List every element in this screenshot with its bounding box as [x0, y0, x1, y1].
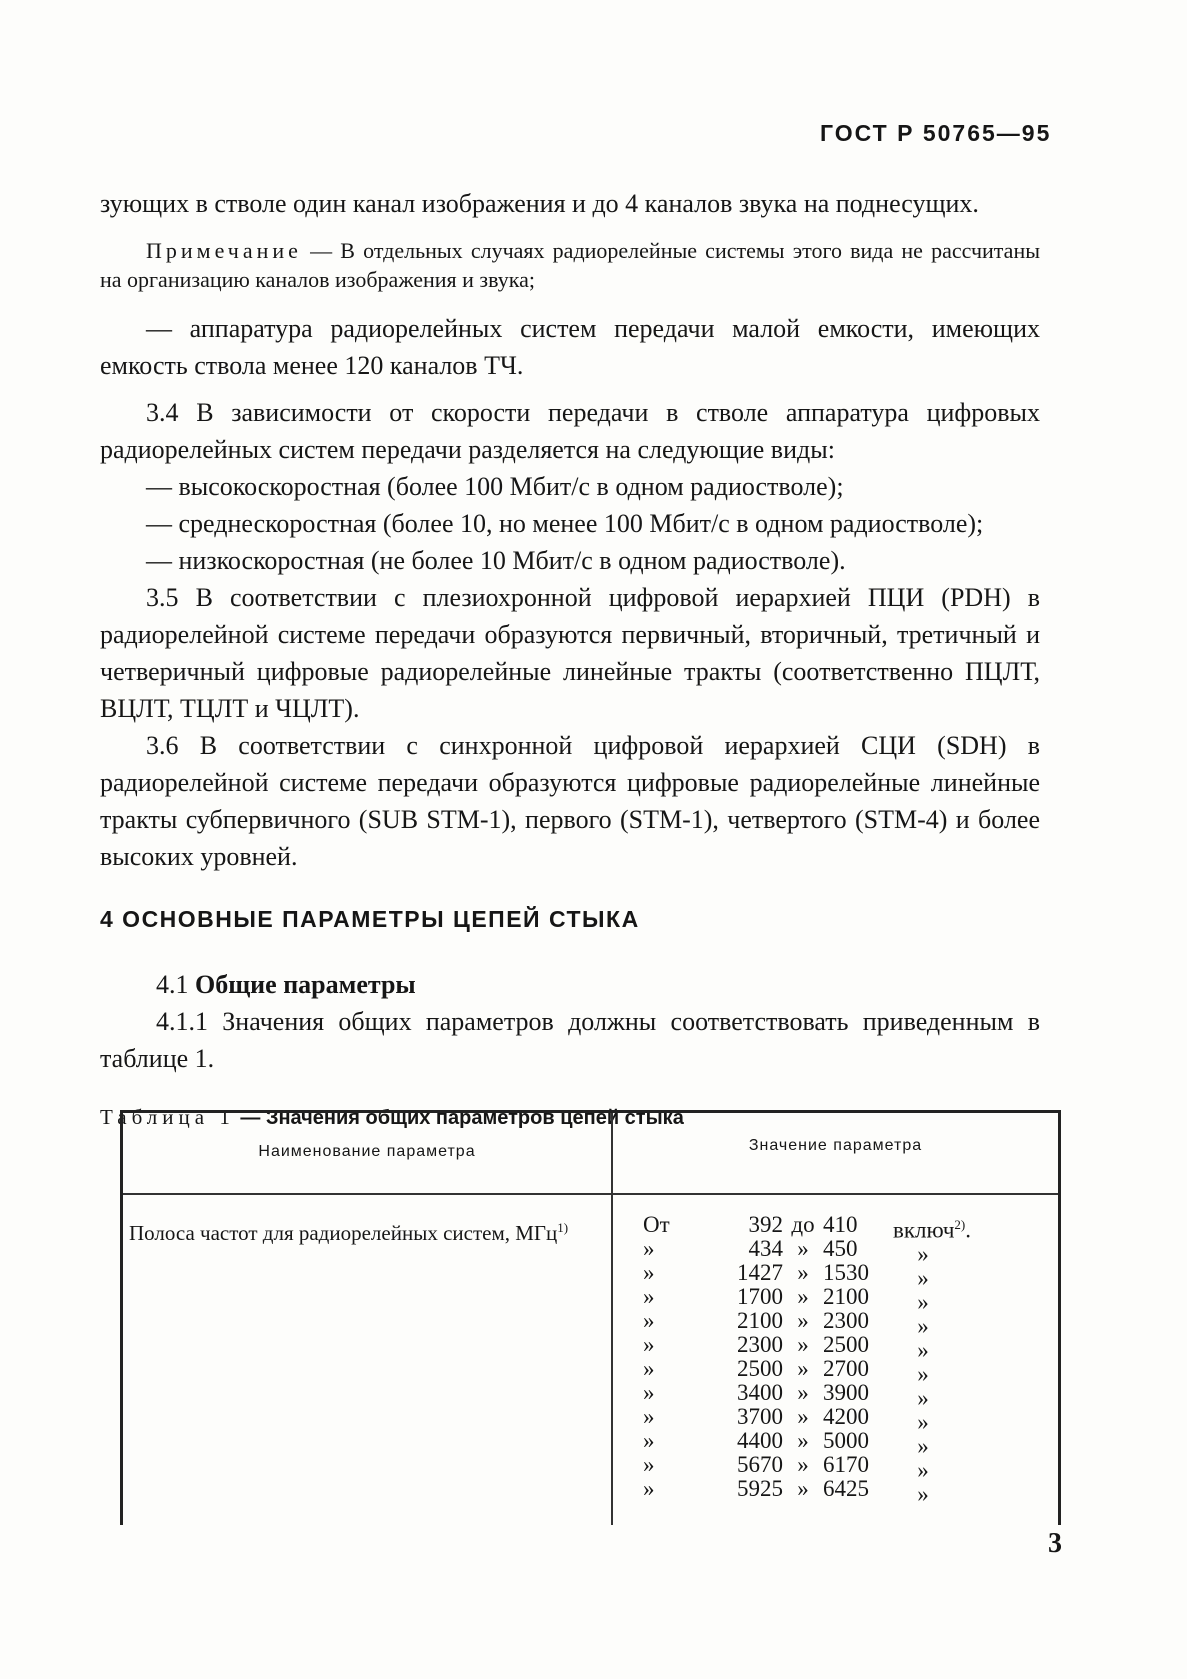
range-separator: » [797, 1284, 809, 1309]
range-suffix [893, 1285, 953, 1315]
range-from: 3700 [737, 1404, 783, 1429]
range-suffix [893, 1405, 953, 1435]
table-caption-title: — Значения общих параметров цепей стыка [234, 1107, 684, 1129]
table-header-value: Значение параметра [748, 1137, 923, 1154]
standard-header: ГОСТ Р 50765—95 [820, 120, 1052, 146]
table-header-name: Наименование параметра [258, 1143, 476, 1160]
range-suffix-text: » [917, 1289, 929, 1315]
subsection-title: Общие параметры [195, 970, 416, 999]
range-prefix: » [643, 1308, 655, 1333]
list-item-medium-speed: — среднескоростная (более 10, но менее 100 Мбит/с в одном радиостволе); [146, 509, 984, 538]
range-separator: » [797, 1380, 809, 1405]
range-prefix: » [643, 1452, 655, 1477]
range-suffix-text: включ [893, 1217, 955, 1243]
range-suffix-text: » [917, 1337, 929, 1363]
range-prefix: » [643, 1236, 655, 1261]
note-text: — В отдельных случаях радиорелейные системы этого вида не рассчитаны на организацию каналов изображения и звука; [100, 238, 1040, 292]
range-to: 6170 [823, 1452, 869, 1477]
range-suffix-text: » [917, 1481, 929, 1507]
frequency-range-row [643, 1428, 953, 1459]
frequency-range-row [643, 1308, 953, 1339]
frequency-range-row [643, 1476, 953, 1507]
range-suffix [893, 1381, 953, 1411]
frequency-range-row [643, 1404, 953, 1435]
range-separator: » [797, 1452, 809, 1477]
page-number: 3 [1048, 1528, 1062, 1559]
table-caption-label: Таблица 1 [100, 1105, 235, 1129]
range-to: 6425 [823, 1476, 869, 1501]
section-title: 4 ОСНОВНЫЕ ПАРАМЕТРЫ ЦЕПЕЙ СТЫКА [100, 906, 640, 932]
range-prefix: » [643, 1476, 655, 1501]
frequency-range-row [643, 1356, 953, 1387]
range-from: 3400 [737, 1380, 783, 1405]
range-prefix: » [643, 1356, 655, 1381]
range-suffix-text: » [917, 1433, 929, 1459]
range-prefix: » [643, 1260, 655, 1285]
range-to: 3900 [823, 1380, 869, 1405]
frequency-range-row [643, 1332, 953, 1363]
range-from: 434 [748, 1236, 783, 1261]
range-suffix-text: » [917, 1457, 929, 1483]
range-suffix [893, 1333, 953, 1363]
paragraph-continuation: зующих в стволе один канал изображения и до 4 каналов звука на поднесущих. [100, 189, 979, 218]
range-prefix: От [643, 1212, 670, 1237]
range-from: 392 [748, 1212, 783, 1237]
frequency-range-row [643, 1380, 953, 1411]
range-prefix: » [643, 1428, 655, 1453]
range-to: 1530 [823, 1260, 869, 1285]
range-to: 4200 [823, 1404, 869, 1429]
range-prefix: » [643, 1380, 655, 1405]
frequency-range-row [643, 1260, 953, 1291]
paragraph-4-1-1: 4.1.1 Значения общих параметров должны соответствовать приведенным в таблице 1. [100, 1007, 1040, 1073]
parameter-name-text: Полоса частот для радиорелейных систем, МГц [129, 1221, 558, 1245]
table-cell-frequency-ranges [643, 1212, 971, 1507]
range-suffix [893, 1357, 953, 1387]
range-suffix [893, 1477, 953, 1507]
range-suffix-text: » [917, 1385, 929, 1411]
range-prefix: » [643, 1284, 655, 1309]
range-suffix-text: » [917, 1265, 929, 1291]
table-column-divider [611, 1113, 613, 1525]
paragraph-low-capacity: — аппаратура радиорелейных систем передачи малой емкости, имеющих емкость ствола менее 120 каналов ТЧ. [100, 314, 1040, 380]
range-to: 450 [823, 1236, 858, 1261]
range-separator: до [791, 1212, 815, 1237]
range-from: 2300 [737, 1332, 783, 1357]
frequency-range-row [643, 1212, 971, 1243]
range-separator: » [797, 1356, 809, 1381]
range-to: 2300 [823, 1308, 869, 1333]
range-suffix [893, 1261, 953, 1291]
range-suffix-text: » [917, 1361, 929, 1387]
subsection-heading [100, 966, 1040, 1003]
note [100, 236, 1040, 294]
range-separator: » [797, 1260, 809, 1285]
subsection-number: 4.1 [156, 970, 189, 999]
range-separator: » [797, 1404, 809, 1429]
range-separator: » [797, 1236, 809, 1261]
range-suffix [893, 1213, 971, 1243]
range-to: 410 [823, 1212, 858, 1237]
range-suffix-text: » [917, 1241, 929, 1267]
range-from: 1427 [737, 1260, 783, 1285]
range-to: 5000 [823, 1428, 869, 1453]
frequency-range-row [643, 1236, 953, 1267]
list-item-low-speed: — низкоскоростная (не более 10 Мбит/с в одном радиостволе). [146, 546, 846, 575]
range-suffix [893, 1309, 953, 1339]
table-cell-parameter-name [129, 1215, 599, 1246]
body-text [100, 185, 1040, 1147]
range-from: 5670 [737, 1452, 783, 1477]
range-separator: » [797, 1332, 809, 1357]
range-from: 2500 [737, 1356, 783, 1381]
list-item-high-speed: — высокоскоростная (более 100 Мбит/с в одном радиостволе); [146, 472, 844, 501]
range-from: 2100 [737, 1308, 783, 1333]
range-separator: » [797, 1308, 809, 1333]
range-suffix [893, 1453, 953, 1483]
paragraph-3-6: 3.6 В соответствии с синхронной цифровой иерархией СЦИ (SDH) в радиорелейной системе передачи образуются цифровые радиорелейные линейные тракты субпервичного (SUB STM-1), первого (STM-1), четвертого (STM-4) и более высоких уровней. [100, 731, 1040, 871]
range-prefix: » [643, 1404, 655, 1429]
range-to: 2700 [823, 1356, 869, 1381]
range-from: 4400 [737, 1428, 783, 1453]
range-end-mark: . [965, 1217, 971, 1243]
note-label: Примечание [146, 238, 302, 263]
range-footnote: 2) [954, 1217, 966, 1232]
range-separator: » [797, 1428, 809, 1453]
frequency-range-row [643, 1452, 953, 1483]
range-suffix-text: » [917, 1313, 929, 1339]
range-suffix [893, 1429, 953, 1459]
parameter-name-footnote: 1) [557, 1220, 569, 1235]
range-prefix: » [643, 1332, 655, 1357]
range-separator: » [797, 1476, 809, 1501]
range-suffix [893, 1237, 953, 1267]
range-to: 2500 [823, 1332, 869, 1357]
paragraph-3-4: 3.4 В зависимости от скорости передачи в стволе аппаратура цифровых радиорелейных систем передачи разделяется на следующие виды: [100, 398, 1040, 464]
range-to: 2100 [823, 1284, 869, 1309]
table-header-divider [123, 1193, 1058, 1195]
range-from: 1700 [737, 1284, 783, 1309]
paragraph-3-5: 3.5 В соответствии с плезиохронной цифровой иерархией ПЦИ (PDH) в радиорелейной системе передачи образуются первичный, вторичный, третичный и четверичный цифровые радиорелейные линейные тракты (соответственно ПЦЛТ, ВЦЛТ, ТЦЛТ и ЧЦЛТ). [100, 583, 1040, 723]
frequency-range-row [643, 1284, 953, 1315]
parameters-table [120, 1110, 1061, 1525]
range-suffix-text: » [917, 1409, 929, 1435]
range-from: 5925 [737, 1476, 783, 1501]
